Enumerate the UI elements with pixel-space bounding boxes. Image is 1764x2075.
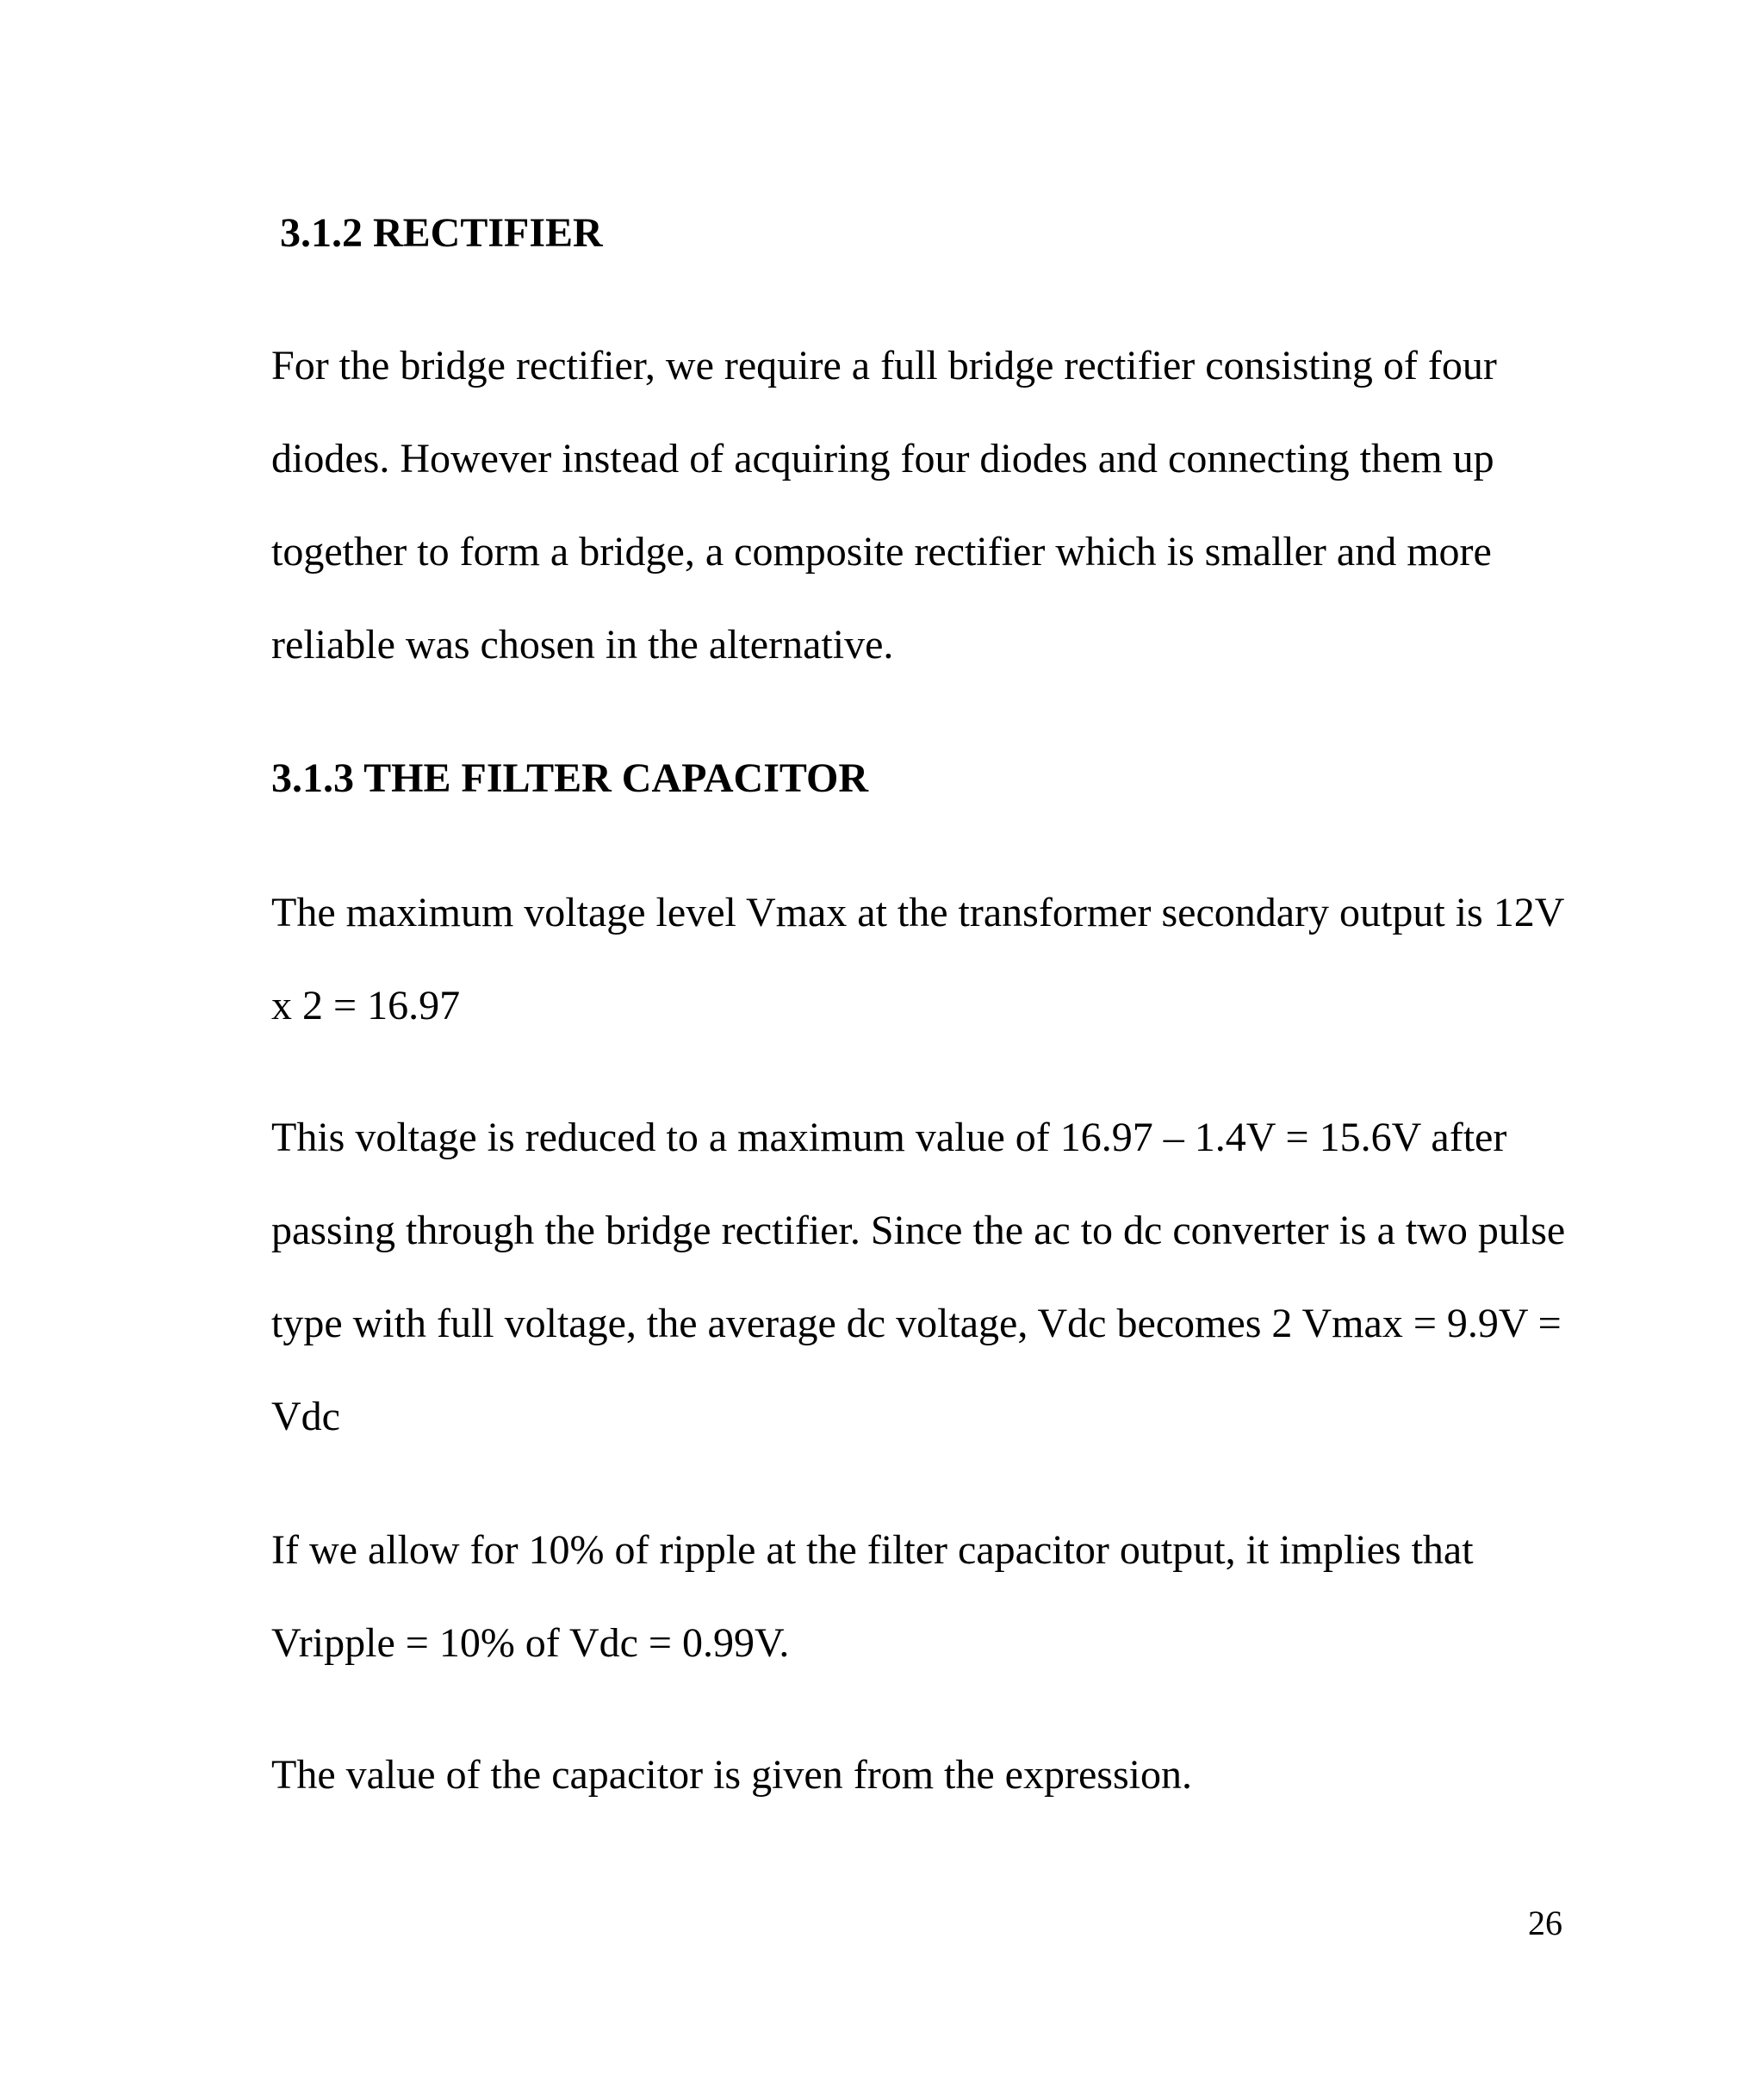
paragraph-line: The value of the capacitor is given from the expression. [271,1752,1192,1798]
paragraph-line: For the bridge rectifier, we require a full bridge rectifier consisting of four [271,343,1497,388]
paragraph-line: type with full voltage, the average dc voltage, Vdc becomes 2 Vmax = 9.9V = [271,1301,1562,1346]
paragraph-line: If we allow for 10% of ripple at the filter capacitor output, it implies that [271,1527,1474,1573]
paragraph-line: The maximum voltage level Vmax at the transformer secondary output is 12V [271,890,1565,935]
section-heading-filter-capacitor: 3.1.3 THE FILTER CAPACITOR [271,755,869,801]
section-heading-rectifier: 3.1.2 RECTIFIER [280,210,603,256]
paragraph-line: reliable was chosen in the alternative. [271,622,894,668]
paragraph-line: This voltage is reduced to a maximum value of 16.97 – 1.4V = 15.6V after [271,1115,1507,1160]
paragraph-line: Vripple = 10% of Vdc = 0.99V. [271,1620,790,1666]
paragraph-line: Vdc [271,1394,340,1439]
paragraph-line: together to form a bridge, a composite rectifier which is smaller and more [271,529,1492,575]
paragraph-line: diodes. However instead of acquiring four diodes and connecting them up [271,436,1494,481]
paragraph-line: passing through the bridge rectifier. Since the ac to dc converter is a two pulse [271,1208,1566,1253]
paragraph-line: x 2 = 16.97 [271,983,461,1028]
page-number: 26 [1528,1904,1562,1942]
